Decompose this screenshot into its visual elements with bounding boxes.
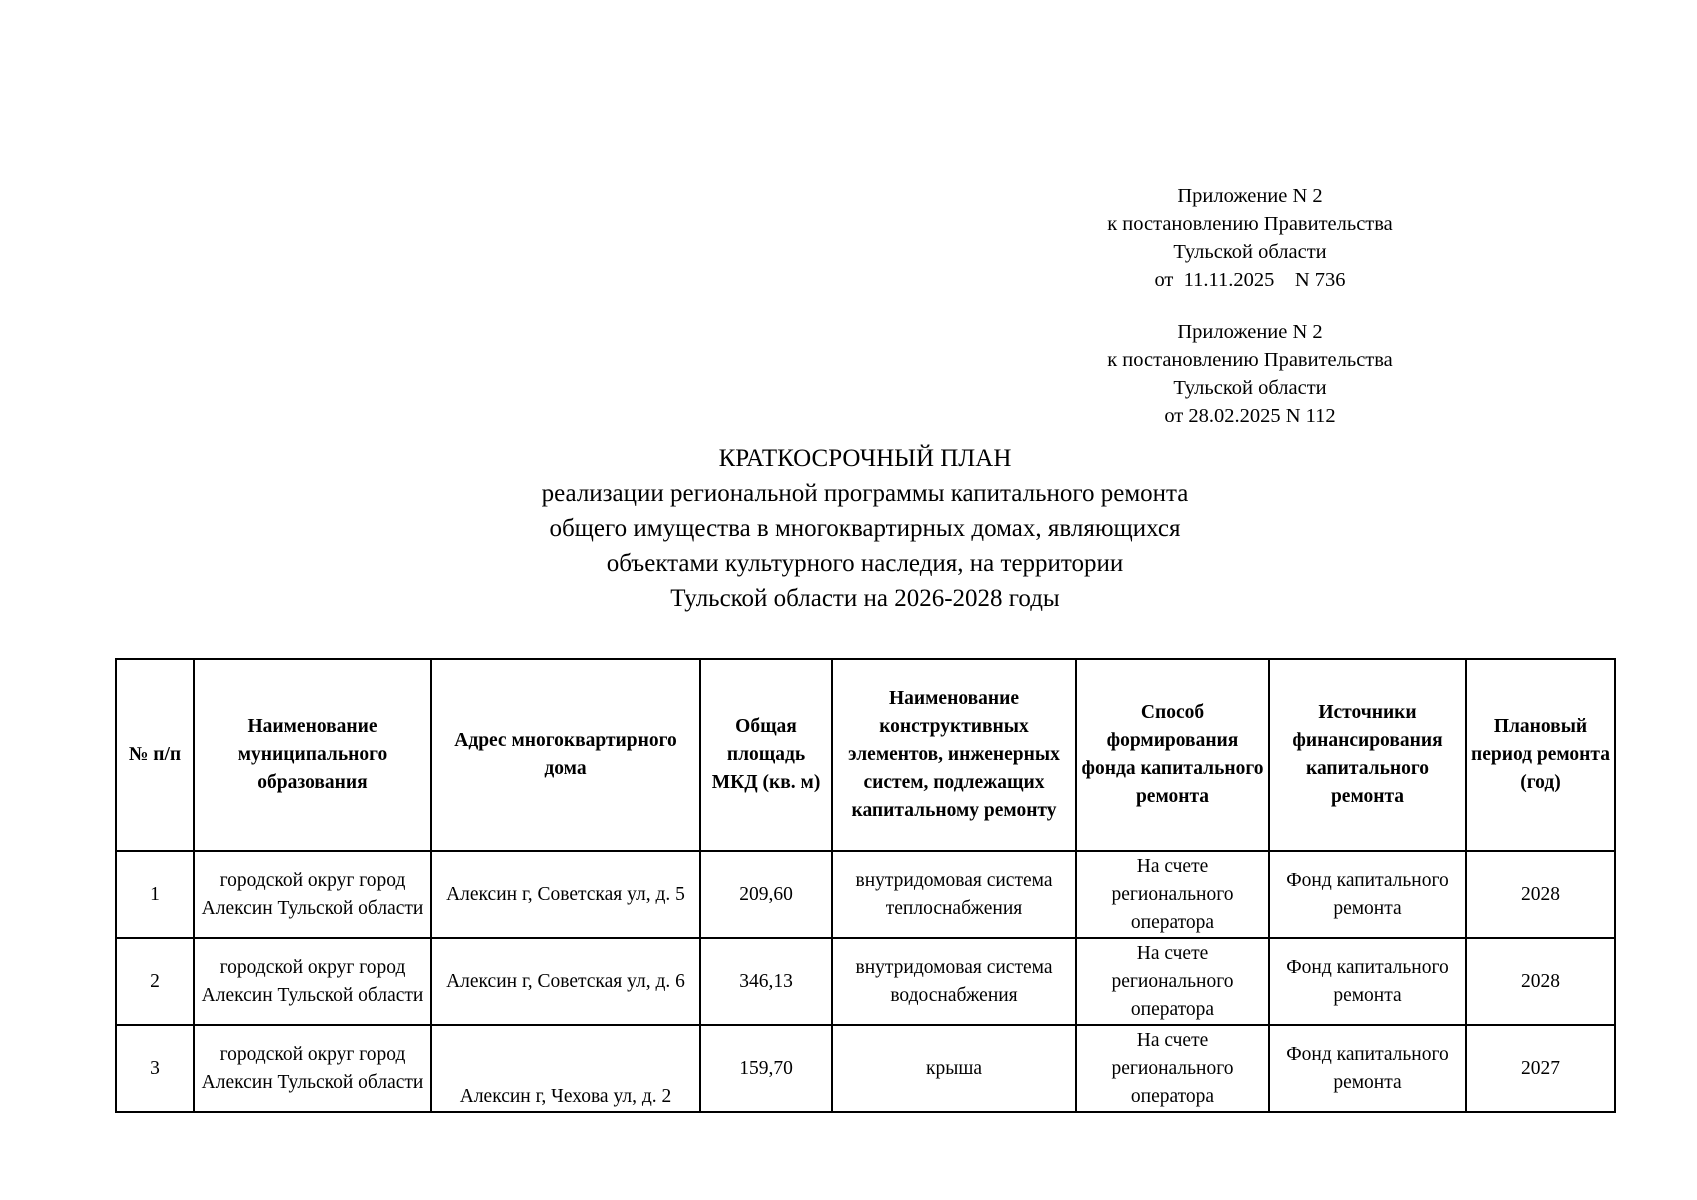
cell-row-number: 1 bbox=[116, 851, 194, 938]
table-header-row bbox=[116, 659, 1615, 851]
cell-fund-formation-method: На счете регионального оператора bbox=[1076, 1025, 1269, 1112]
cell-structural-element: внутридомовая система теплоснабжения bbox=[832, 851, 1076, 938]
header-financing-sources: Источники финансирования капитального ремонта bbox=[1269, 659, 1466, 851]
header-fund-formation-method: Способ формирования фонда капитального ремонта bbox=[1076, 659, 1269, 851]
appendix-block-previous bbox=[1090, 318, 1410, 430]
appendix-date-number: от 28.02.2025 N 112 bbox=[1164, 405, 1336, 427]
cell-structural-element: внутридомовая система водоснабжения bbox=[832, 938, 1076, 1025]
capital-repair-plan-table bbox=[115, 658, 1616, 1113]
cell-total-area: 209,60 bbox=[700, 851, 832, 938]
cell-financing-source: Фонд капитального ремонта bbox=[1269, 1025, 1466, 1112]
appendix-date-number: от 11.11.2025 N 736 bbox=[1154, 269, 1346, 291]
cell-total-area: 346,13 bbox=[700, 938, 832, 1025]
cell-row-number: 3 bbox=[116, 1025, 194, 1112]
header-total-area: Общая площадь МКД (кв. м) bbox=[700, 659, 832, 851]
appendix-label: Приложение N 2 bbox=[1177, 321, 1323, 343]
cell-total-area: 159,70 bbox=[700, 1025, 832, 1112]
document-title-block bbox=[0, 442, 1697, 616]
table-row bbox=[116, 851, 1615, 938]
cell-planned-year: 2028 bbox=[1466, 938, 1615, 1025]
cell-financing-source: Фонд капитального ремонта bbox=[1269, 938, 1466, 1025]
cell-municipality: городской округ город Алексин Тульской области bbox=[194, 851, 431, 938]
appendix-region: Тульской области bbox=[1173, 377, 1327, 399]
cell-fund-formation-method: На счете регионального оператора bbox=[1076, 938, 1269, 1025]
cell-address: Алексин г, Советская ул, д. 6 bbox=[431, 938, 700, 1025]
cell-planned-year: 2028 bbox=[1466, 851, 1615, 938]
cell-address: Алексин г, Чехова ул, д. 2 bbox=[431, 1025, 700, 1112]
cell-address: Алексин г, Советская ул, д. 5 bbox=[431, 851, 700, 938]
cell-municipality: городской округ город Алексин Тульской области bbox=[194, 938, 431, 1025]
header-row-number: № п/п bbox=[116, 659, 194, 851]
document-subtitle-line-2: общего имущества в многоквартирных домах, являющихся bbox=[549, 515, 1181, 542]
appendix-resolution-ref: к постановлению Правительства bbox=[1107, 349, 1393, 371]
cell-municipality: городской округ город Алексин Тульской области bbox=[194, 1025, 431, 1112]
document-subtitle-line-3: объектами культурного наследия, на территории bbox=[606, 550, 1124, 577]
cell-financing-source: Фонд капитального ремонта bbox=[1269, 851, 1466, 938]
document-subtitle-line-1: реализации региональной программы капитального ремонта bbox=[541, 480, 1189, 507]
document-subtitle-line-4: Тульской области на 2026-2028 годы bbox=[670, 585, 1060, 612]
appendix-label: Приложение N 2 bbox=[1177, 185, 1323, 207]
cell-planned-year: 2027 bbox=[1466, 1025, 1615, 1112]
document-title: КРАТКОСРОЧНЫЙ ПЛАН bbox=[718, 445, 1012, 472]
cell-row-number: 2 bbox=[116, 938, 194, 1025]
header-municipality: Наименование муниципального образования bbox=[194, 659, 431, 851]
appendix-region: Тульской области bbox=[1173, 241, 1327, 263]
header-address: Адрес многоквартирного дома bbox=[431, 659, 700, 851]
header-structural-elements: Наименование конструктивных элементов, инженерных систем, подлежащих капитальному ремонту bbox=[832, 659, 1076, 851]
cell-fund-formation-method: На счете регионального оператора bbox=[1076, 851, 1269, 938]
header-planned-period: Плановый период ремонта (год) bbox=[1466, 659, 1615, 851]
appendix-block-current bbox=[1090, 182, 1410, 294]
appendix-resolution-ref: к постановлению Правительства bbox=[1107, 213, 1393, 235]
table-row bbox=[116, 938, 1615, 1025]
cell-structural-element: крыша bbox=[832, 1025, 1076, 1112]
table-row bbox=[116, 1025, 1615, 1112]
